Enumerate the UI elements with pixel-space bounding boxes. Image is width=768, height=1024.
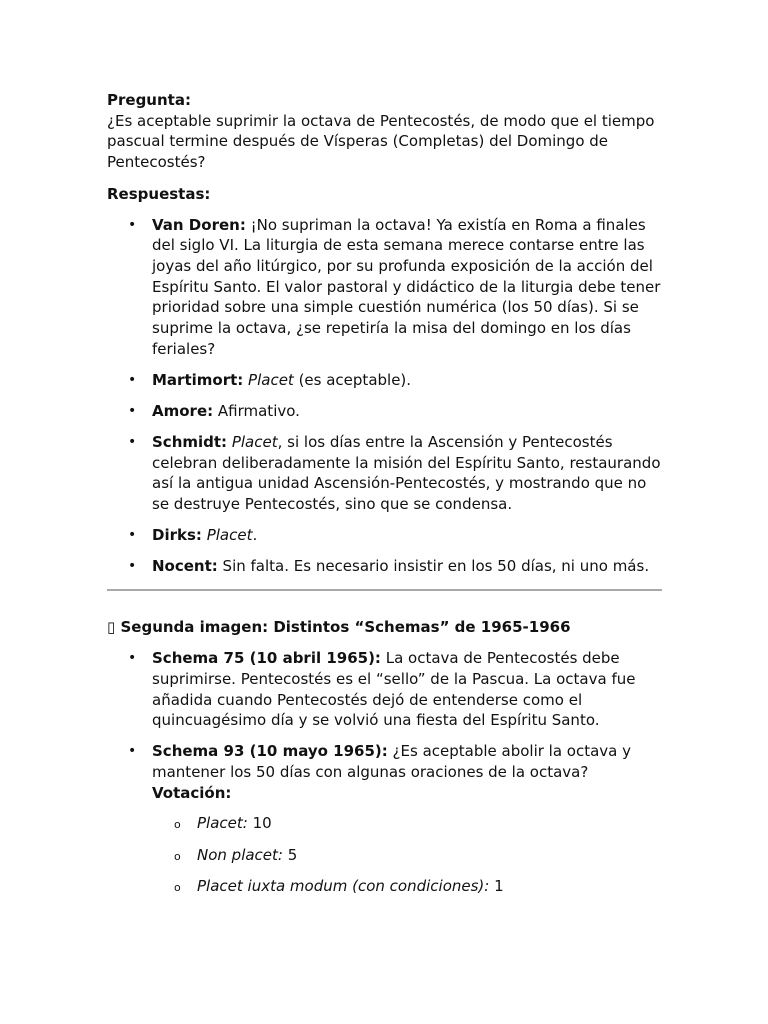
- answers-label: Respuestas:: [107, 184, 211, 203]
- section-divider: [107, 589, 662, 591]
- schema-75: [152, 648, 662, 731]
- schema-label: Schema 93 (10 mayo 1965):: [152, 742, 388, 761]
- vote-label-text: Placet:: [197, 814, 248, 833]
- vote-label-text: Placet iuxta modum (con condiciones):: [197, 876, 490, 895]
- answer-van-doren: [152, 215, 662, 360]
- answer-italic: Placet: [206, 526, 253, 545]
- question-label: Pregunta:: [107, 91, 191, 109]
- answer-amore: [152, 401, 662, 422]
- votes-list: [152, 813, 662, 896]
- vote-label-text: Non placet:: [197, 845, 283, 864]
- vote-item: [197, 813, 662, 834]
- question-text: ¿Es aceptable suprimir la octava de Pentecostés, de modo que el tiempo pascual termine después de Vísperas (Completas) del Domingo de Pentecostés?: [107, 111, 655, 172]
- vote-count: 10: [247, 814, 272, 833]
- schema-text: ¿Es aceptable abolir la octava y mantener los 50 días con algunas oraciones de la octava?: [152, 742, 632, 782]
- section-title: [107, 617, 662, 638]
- answer-text: ¡No supriman la octava! Ya existía en Roma a finales del siglo VI. La liturgia de esta semana merece contarse entre las joyas del año litúrgico, por su profunda exposición de la acción del Espíritu Santo. El valor pastoral y didáctico de la liturgia debe tener prioridad sobre una simple cuestión numérica (los 50 días). Si se suprime la octava, ¿se repetiría la misa del domingo en los días feriales?: [152, 215, 661, 358]
- answer-name: Martimort:: [152, 370, 244, 389]
- answer-italic: Placet: [248, 370, 294, 389]
- answer-text: , si los días entre la Ascensión y Pentecostés celebran deliberadamente la misión del Espíritu Santo, restaurando así la antigua unidad Ascensión-Pentecostés, y mostrando que no se destruye Pentecostés, sino que se condensa.: [152, 433, 661, 514]
- answers-list: [107, 215, 662, 578]
- schemas-list: [107, 648, 662, 896]
- answer-text: .: [252, 526, 258, 545]
- answer-name: Van Doren:: [152, 215, 246, 234]
- answer-text: (es aceptable).: [293, 370, 412, 389]
- vote-item: [197, 876, 662, 897]
- image-placeholder-icon: ▯: [107, 618, 116, 637]
- answer-dirks: [152, 525, 662, 546]
- answer-nocent: [152, 556, 662, 577]
- answer-name: Schmidt:: [152, 433, 228, 452]
- answer-text: Afirmativo.: [213, 401, 300, 420]
- answer-text: Sin falta. Es necesario insistir en los 50 días, ni uno más.: [217, 557, 650, 576]
- answer-name: Dirks:: [152, 526, 202, 545]
- answer-schmidt: [152, 432, 662, 515]
- vote-item: [197, 845, 662, 866]
- document-page: [107, 90, 662, 907]
- answer-name: Nocent:: [152, 557, 218, 576]
- schema-text: La octava de Pentecostés debe suprimirse. Pentecostés es el “sello” de la Pascua. La octava fue añadida cuando Pentecostés dejó de entenderse como el quincuagésimo día y se volvió una fiesta del Espíritu Santo.: [152, 649, 636, 730]
- vote-label: Votación:: [152, 783, 232, 802]
- schema-label: Schema 75 (10 abril 1965):: [152, 649, 381, 668]
- answer-italic: Placet: [231, 433, 278, 452]
- vote-count: 1: [489, 876, 504, 895]
- answer-martimort: [152, 370, 662, 391]
- section-title-text: Segunda imagen: Distintos “Schemas” de 1965-1966: [115, 618, 571, 637]
- schema-93: [152, 741, 662, 896]
- vote-count: 5: [282, 845, 298, 864]
- answer-name: Amore:: [152, 401, 214, 420]
